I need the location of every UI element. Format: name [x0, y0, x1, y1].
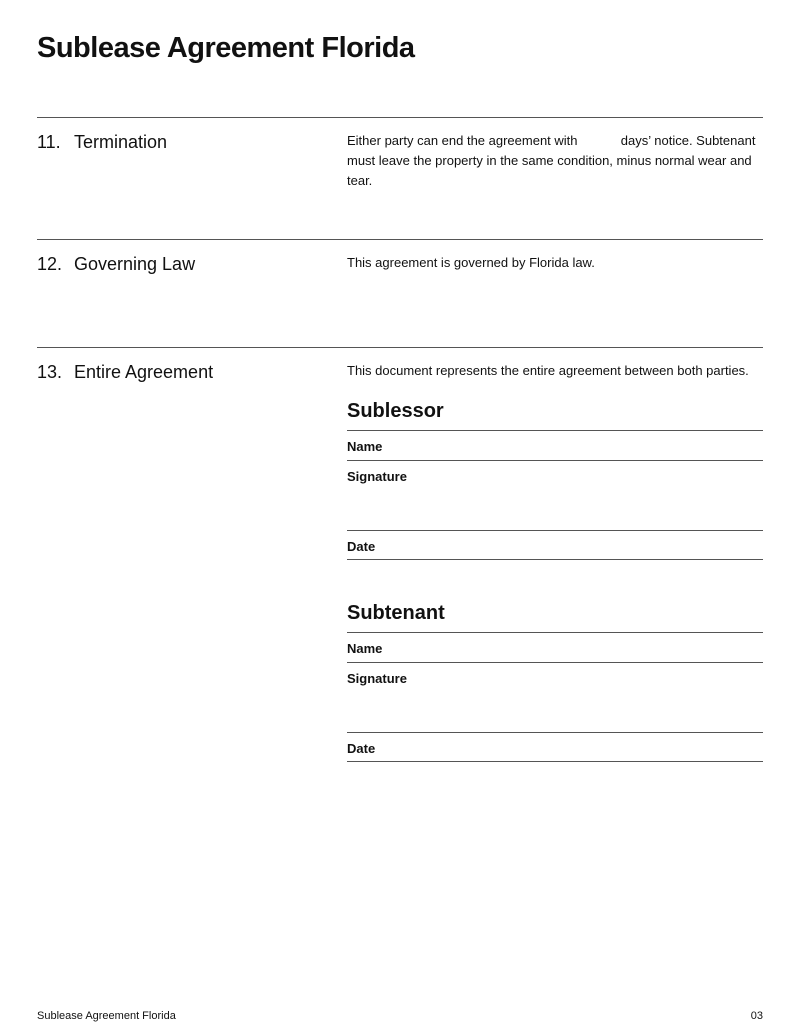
section-heading — [37, 131, 167, 153]
termination-text-before: Either party can end the agreement with — [347, 133, 578, 148]
section-number: 13. — [37, 362, 63, 382]
subtenant-name-field[interactable] — [347, 632, 763, 662]
subtenant-signature-block — [347, 600, 763, 762]
signature-label: Signature — [347, 469, 407, 484]
section-governing-law — [37, 239, 763, 348]
termination-text-after: days’ notice. Subtenant must leave the property in the same condition, minus normal wear and tear. — [347, 133, 756, 188]
section-body — [347, 131, 763, 191]
page-number: 03 — [750, 1010, 763, 1022]
section-termination — [37, 117, 763, 240]
sublessor-signature-field[interactable] — [347, 460, 763, 530]
name-label: Name — [347, 641, 383, 656]
sublessor-name-field[interactable] — [347, 430, 763, 460]
date-label: Date — [347, 539, 376, 554]
section-heading — [37, 361, 213, 383]
section-heading — [37, 253, 195, 275]
subtenant-heading: Subtenant — [347, 602, 445, 624]
sublessor-date-field[interactable] — [347, 530, 763, 560]
section-title: Governing Law — [74, 254, 196, 274]
section-title: Entire Agreement — [74, 362, 214, 382]
sublessor-heading: Sublessor — [347, 400, 444, 422]
sublessor-signature-block — [347, 398, 763, 560]
footer-document-title: Sublease Agreement Florida — [37, 1010, 176, 1022]
section-body: This agreement is governed by Florida law. — [347, 255, 595, 270]
section-title: Termination — [74, 132, 168, 152]
section-number: 11. — [37, 132, 61, 152]
document-title: Sublease Agreement Florida — [37, 32, 415, 64]
name-label: Name — [347, 439, 383, 454]
subtenant-signature-field[interactable] — [347, 662, 763, 732]
signature-label: Signature — [347, 671, 407, 686]
subtenant-date-field[interactable] — [347, 732, 763, 762]
section-number: 12. — [37, 254, 63, 274]
section-body: This document represents the entire agreement between both parties. — [347, 363, 749, 378]
date-label: Date — [347, 741, 376, 756]
